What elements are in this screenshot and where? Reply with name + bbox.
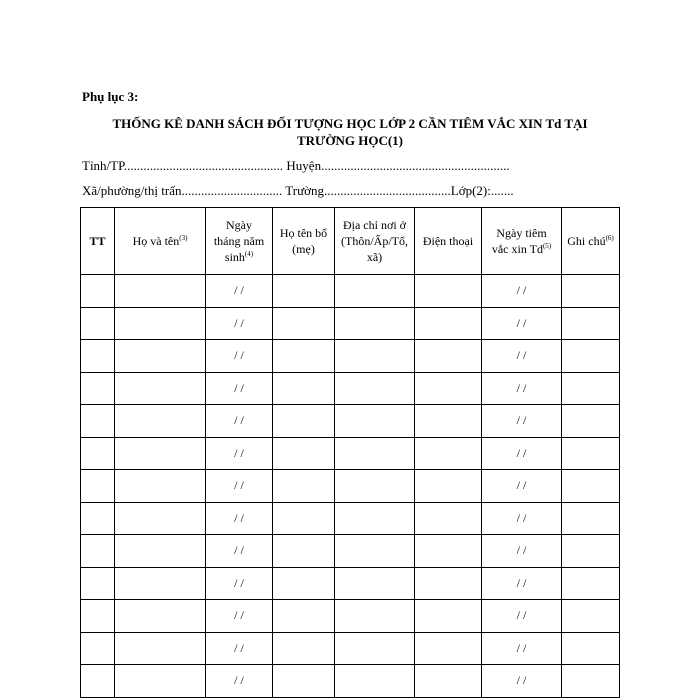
cell-address[interactable] [335, 275, 415, 308]
date-placeholder: / / [234, 413, 244, 428]
date-placeholder: / / [516, 673, 527, 688]
district-field: Huyện.......................................................... [286, 158, 510, 173]
cell-name[interactable] [115, 535, 206, 568]
cell-address[interactable] [335, 340, 415, 373]
cell-tt[interactable] [81, 437, 115, 470]
table-row [81, 632, 620, 665]
cell-phone[interactable] [415, 665, 482, 698]
header-vaccination-date: Ngày tiêm vắc xin Td$^{(5)}$ [482, 208, 562, 275]
cell-vaccination-date[interactable] [482, 470, 562, 503]
cell-phone[interactable] [415, 567, 482, 600]
date-placeholder: / / [516, 445, 527, 460]
cell-parent[interactable] [273, 405, 335, 438]
cell-vaccination-date[interactable] [482, 307, 562, 340]
cell-vaccination-date[interactable] [482, 372, 562, 405]
cell-name[interactable] [115, 567, 206, 600]
header-tt: TT [81, 208, 115, 275]
cell-dob[interactable] [206, 437, 273, 470]
cell-dob[interactable] [206, 502, 273, 535]
table-row [81, 437, 620, 470]
cell-phone[interactable] [415, 437, 482, 470]
date-placeholder: / / [516, 510, 527, 525]
title-line-2: TRƯỜNG HỌC(1) [296, 133, 404, 148]
date-placeholder: / / [234, 510, 244, 525]
cell-vaccination-date[interactable] [482, 340, 562, 373]
cell-dob[interactable] [206, 275, 273, 308]
date-placeholder: / / [234, 575, 244, 590]
cell-tt[interactable] [81, 600, 115, 633]
cell-dob[interactable] [206, 600, 273, 633]
cell-tt[interactable] [81, 470, 115, 503]
cell-phone[interactable] [415, 535, 482, 568]
cell-parent[interactable] [273, 600, 335, 633]
table-row [81, 307, 620, 340]
cell-vaccination-date[interactable] [482, 405, 562, 438]
cell-address[interactable] [335, 632, 415, 665]
header-name: Họ và tên$^{(3)}$ [115, 208, 206, 275]
student-list-table [80, 207, 620, 698]
school-field: Trường....................................... [285, 183, 451, 198]
cell-name[interactable] [115, 470, 206, 503]
cell-name[interactable] [115, 405, 206, 438]
date-placeholder: / / [234, 283, 244, 298]
table-row [81, 340, 620, 373]
header-phone: Điện thoại [415, 208, 482, 275]
date-placeholder: / / [516, 575, 527, 590]
cell-name[interactable] [115, 437, 206, 470]
cell-phone[interactable] [415, 275, 482, 308]
cell-name[interactable] [115, 632, 206, 665]
cell-phone[interactable] [415, 340, 482, 373]
cell-address[interactable] [335, 535, 415, 568]
cell-address[interactable] [335, 437, 415, 470]
cell-note[interactable] [562, 340, 620, 373]
header-address: Địa chỉ nơi ở (Thôn/Ấp/Tổ, xã) [335, 208, 415, 275]
date-placeholder: / / [516, 348, 527, 363]
date-placeholder: / / [516, 543, 527, 558]
cell-dob[interactable] [206, 405, 273, 438]
grade-field: Lớp(2):....... [450, 183, 514, 198]
date-placeholder: / / [234, 608, 244, 623]
cell-address[interactable] [335, 665, 415, 698]
cell-phone[interactable] [415, 307, 482, 340]
table-row [81, 535, 620, 568]
date-placeholder: / / [234, 640, 244, 655]
table-row [81, 567, 620, 600]
cell-vaccination-date[interactable] [482, 535, 562, 568]
cell-note[interactable] [562, 535, 620, 568]
table-header-row [81, 208, 620, 275]
cell-note[interactable] [562, 307, 620, 340]
header-note: Ghi chú$^{(6)}$ [562, 208, 620, 275]
cell-tt[interactable] [81, 372, 115, 405]
cell-address[interactable] [335, 307, 415, 340]
cell-vaccination-date[interactable] [482, 600, 562, 633]
cell-note[interactable] [562, 502, 620, 535]
cell-parent[interactable] [273, 372, 335, 405]
date-placeholder: / / [516, 478, 527, 493]
cell-note[interactable] [562, 665, 620, 698]
date-placeholder: / / [234, 543, 244, 558]
cell-dob[interactable] [206, 567, 273, 600]
cell-parent[interactable] [273, 470, 335, 503]
cell-note[interactable] [562, 470, 620, 503]
cell-tt[interactable] [81, 632, 115, 665]
cell-vaccination-date[interactable] [482, 665, 562, 698]
cell-vaccination-date[interactable] [482, 567, 562, 600]
cell-name[interactable] [115, 502, 206, 535]
cell-name[interactable] [115, 600, 206, 633]
date-placeholder: / / [516, 283, 527, 298]
date-placeholder: / / [234, 348, 244, 363]
cell-parent[interactable] [273, 502, 335, 535]
cell-address[interactable] [335, 470, 415, 503]
appendix-label: Phụ lục 3: [82, 89, 139, 104]
cell-phone[interactable] [415, 470, 482, 503]
cell-note[interactable] [562, 632, 620, 665]
cell-phone[interactable] [415, 405, 482, 438]
cell-parent[interactable] [273, 275, 335, 308]
cell-note[interactable] [562, 275, 620, 308]
date-placeholder: / / [234, 380, 244, 395]
cell-note[interactable] [562, 437, 620, 470]
cell-tt[interactable] [81, 307, 115, 340]
date-placeholder: / / [516, 315, 527, 330]
date-placeholder: / / [234, 315, 244, 330]
header-dob: Ngày tháng năm $\sinh^{(4)}$ [206, 208, 273, 275]
cell-phone[interactable] [415, 600, 482, 633]
table-row [81, 275, 620, 308]
cell-address[interactable] [335, 405, 415, 438]
table-row [81, 600, 620, 633]
cell-parent[interactable] [273, 535, 335, 568]
cell-vaccination-date[interactable] [482, 437, 562, 470]
date-placeholder: / / [516, 608, 527, 623]
cell-name[interactable] [115, 372, 206, 405]
cell-tt[interactable] [81, 405, 115, 438]
table-row [81, 372, 620, 405]
cell-phone[interactable] [415, 502, 482, 535]
cell-dob[interactable] [206, 535, 273, 568]
cell-name[interactable] [115, 275, 206, 308]
date-placeholder: / / [516, 413, 527, 428]
cell-note[interactable] [562, 372, 620, 405]
cell-tt[interactable] [81, 502, 115, 535]
cell-address[interactable] [335, 600, 415, 633]
location-line-1 [82, 158, 510, 174]
cell-dob[interactable] [206, 307, 273, 340]
table-row [81, 502, 620, 535]
table-row [81, 665, 620, 698]
title-line-1: THỐNG KÊ DANH SÁCH ĐỐI TƯỢNG HỌC LỚP 2 CẦN TIÊM VẮC XIN Td TẠI [112, 116, 588, 131]
date-placeholder: / / [234, 673, 244, 688]
cell-address[interactable] [335, 372, 415, 405]
cell-dob[interactable] [206, 372, 273, 405]
cell-phone[interactable] [415, 632, 482, 665]
date-placeholder: / / [234, 478, 244, 493]
cell-name[interactable] [115, 307, 206, 340]
table-row [81, 405, 620, 438]
table-body [81, 275, 620, 698]
cell-parent[interactable] [273, 665, 335, 698]
cell-address[interactable] [335, 567, 415, 600]
cell-phone[interactable] [415, 372, 482, 405]
cell-parent[interactable] [273, 340, 335, 373]
commune-field: Xã/phường/thị trấn............................... [82, 183, 283, 198]
header-parent: Họ tên bố (mẹ) [273, 208, 335, 275]
cell-parent[interactable] [273, 437, 335, 470]
cell-note[interactable] [562, 600, 620, 633]
location-line-2 [82, 183, 514, 199]
cell-address[interactable] [335, 502, 415, 535]
date-placeholder: / / [516, 640, 527, 655]
cell-dob[interactable] [206, 665, 273, 698]
cell-dob[interactable] [206, 470, 273, 503]
document-title [80, 115, 620, 149]
cell-tt[interactable] [81, 567, 115, 600]
province-field: Tỉnh/TP................................................. [82, 158, 284, 173]
date-placeholder: / / [234, 445, 244, 460]
cell-dob[interactable] [206, 632, 273, 665]
cell-note[interactable] [562, 567, 620, 600]
date-placeholder: / / [516, 380, 527, 395]
cell-note[interactable] [562, 405, 620, 438]
cell-dob[interactable] [206, 340, 273, 373]
cell-vaccination-date[interactable] [482, 275, 562, 308]
cell-tt[interactable] [81, 535, 115, 568]
cell-parent[interactable] [273, 567, 335, 600]
cell-tt[interactable] [81, 665, 115, 698]
cell-parent[interactable] [273, 632, 335, 665]
cell-vaccination-date[interactable] [482, 632, 562, 665]
cell-parent[interactable] [273, 307, 335, 340]
cell-tt[interactable] [81, 275, 115, 308]
cell-vaccination-date[interactable] [482, 502, 562, 535]
cell-name[interactable] [115, 665, 206, 698]
cell-name[interactable] [115, 340, 206, 373]
table-row [81, 470, 620, 503]
cell-tt[interactable] [81, 340, 115, 373]
